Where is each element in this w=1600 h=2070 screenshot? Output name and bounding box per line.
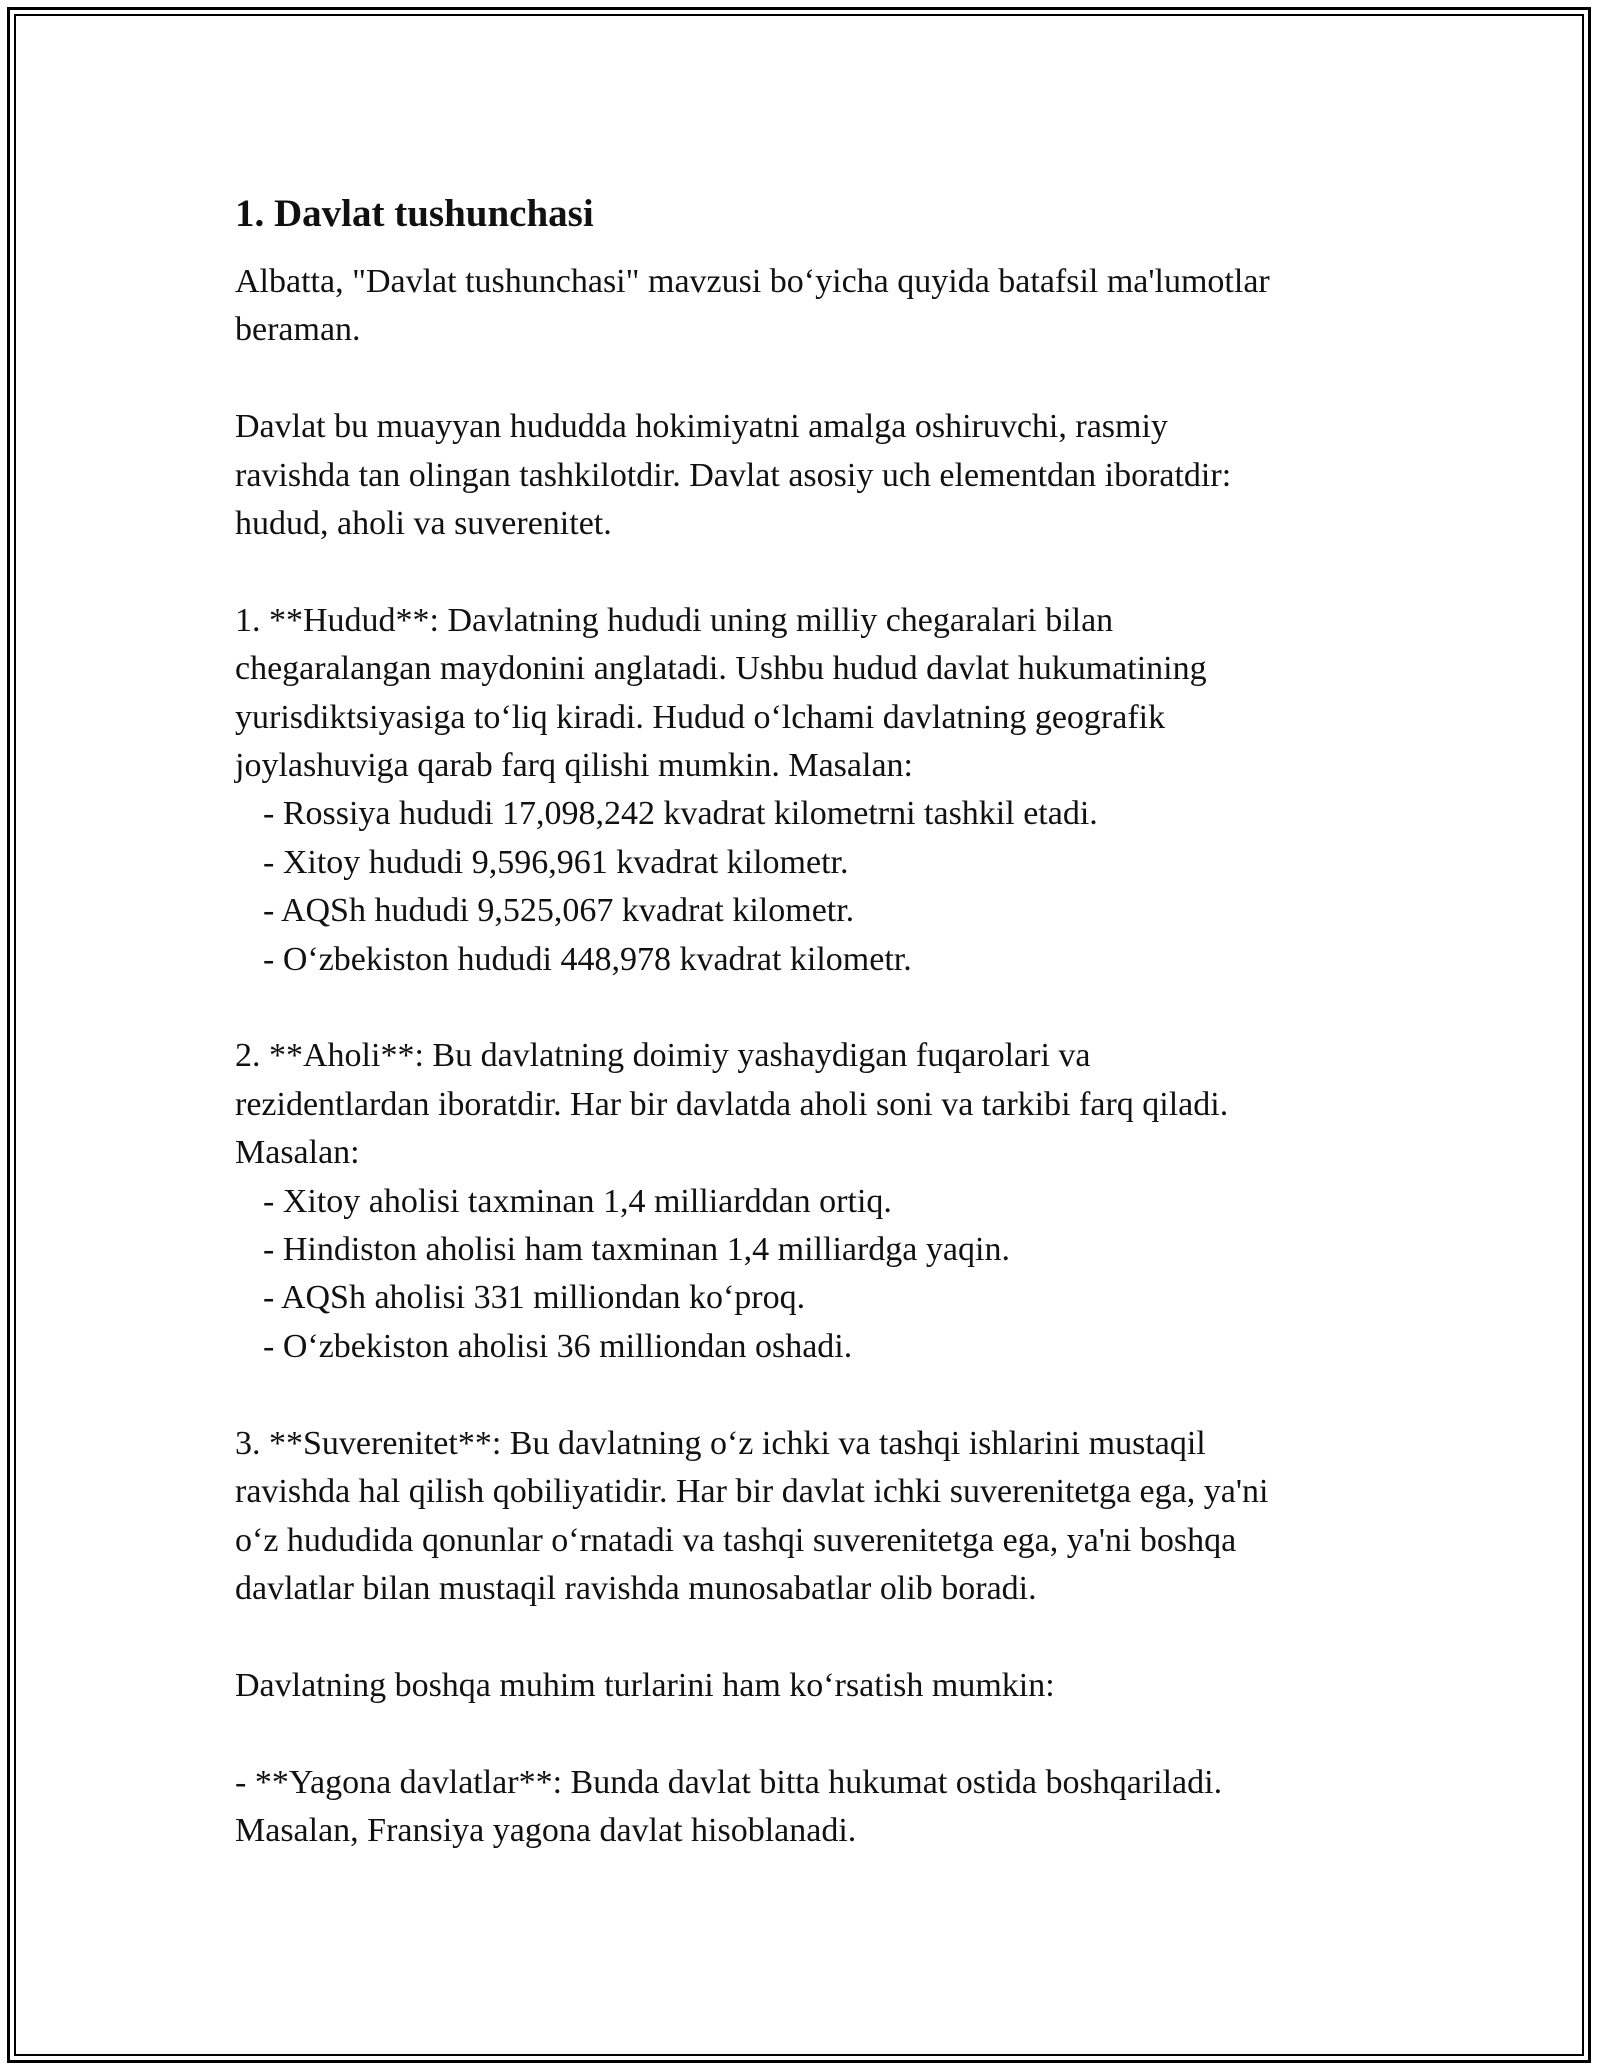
text-line: Davlat bu muayyan hududda hokimiyatni amalga oshiruvchi, rasmiy [235, 408, 1168, 446]
bullet-line: - AQSh aholisi 331 milliondan ko‘proq. [263, 1279, 806, 1317]
text-line: - **Yagona davlatlar**: Bunda davlat bitta hukumat ostida boshqariladi. [235, 1763, 1223, 1801]
text-line: Masalan: [235, 1134, 360, 1172]
text-line: yurisdiktsiyasiga to‘liq kiradi. Hudud o‘lchami davlatning geografik [235, 698, 1166, 736]
text-line: hudud, aholi va suverenitet. [235, 505, 612, 543]
text-line: rezidentlardan iboratdir. Har bir davlatda aholi soni va tarkibi farq qiladi. [235, 1085, 1229, 1123]
document-text [235, 258, 1365, 1855]
bullet-line: - AQSh hududi 9,525,067 kvadrat kilometr. [263, 892, 855, 930]
text-line: 2. **Aholi**: Bu davlatning doimiy yashaydigan fuqarolari va [235, 1037, 1091, 1075]
blank-line [235, 355, 1365, 403]
text-line: Masalan, Fransiya yagona davlat hisoblanadi. [235, 1811, 857, 1849]
text-line: joylashuviga qarab farq qilishi mumkin. Masalan: [235, 747, 913, 785]
text-line: 3. **Suverenitet**: Bu davlatning o‘z ichki va tashqi ishlarini mustaqil [235, 1424, 1206, 1462]
text-line: ravishda hal qilish qobiliyatidir. Har bir davlat ichki suverenitetga ega, ya'ni [235, 1473, 1269, 1511]
bullet-line: - O‘zbekiston hududi 448,978 kvadrat kilometr. [263, 940, 912, 978]
blank-line [235, 984, 1365, 1032]
text-line: davlatlar bilan mustaqil ravishda munosabatlar olib boradi. [235, 1569, 1037, 1607]
text-line: o‘z hududida qonunlar o‘rnatadi va tashqi suverenitetga ega, ya'ni boshqa [235, 1521, 1237, 1559]
bullet-line: - O‘zbekiston aholisi 36 milliondan oshadi. [263, 1327, 853, 1365]
bullet-line: - Xitoy hududi 9,596,961 kvadrat kilometr. [263, 843, 849, 881]
bullet-line: - Rossiya hududi 17,098,242 kvadrat kilometrni tashkil etadi. [263, 795, 1098, 833]
bullet-line: - Hindiston aholisi ham taxminan 1,4 milliardga yaqin. [263, 1231, 1010, 1269]
text-line: ravishda tan olingan tashkilotdir. Davlat asosiy uch elementdan iboratdir: [235, 456, 1232, 494]
text-line: beraman. [235, 311, 361, 349]
bullet-line: - Xitoy aholisi taxminan 1,4 milliarddan ortiq. [263, 1182, 892, 1220]
blank-line [235, 548, 1365, 596]
blank-line [235, 1710, 1365, 1758]
blank-line [235, 1371, 1365, 1419]
text-line: Albatta, "Davlat tushunchasi" mavzusi bo‘yicha quyida batafsil ma'lumotlar [235, 263, 1270, 300]
text-line: chegaralangan maydonini anglatadi. Ushbu hudud davlat hukumatining [235, 650, 1207, 688]
document-title: 1. Davlat tushunchasi [235, 192, 594, 235]
text-line: 1. **Hudud**: Davlatning hududi uning milliy chegaralari bilan [235, 601, 1114, 639]
text-line: Davlatning boshqa muhim turlarini ham ko‘rsatish mumkin: [235, 1666, 1055, 1704]
blank-line [235, 1613, 1365, 1661]
document-body [235, 186, 1365, 1855]
